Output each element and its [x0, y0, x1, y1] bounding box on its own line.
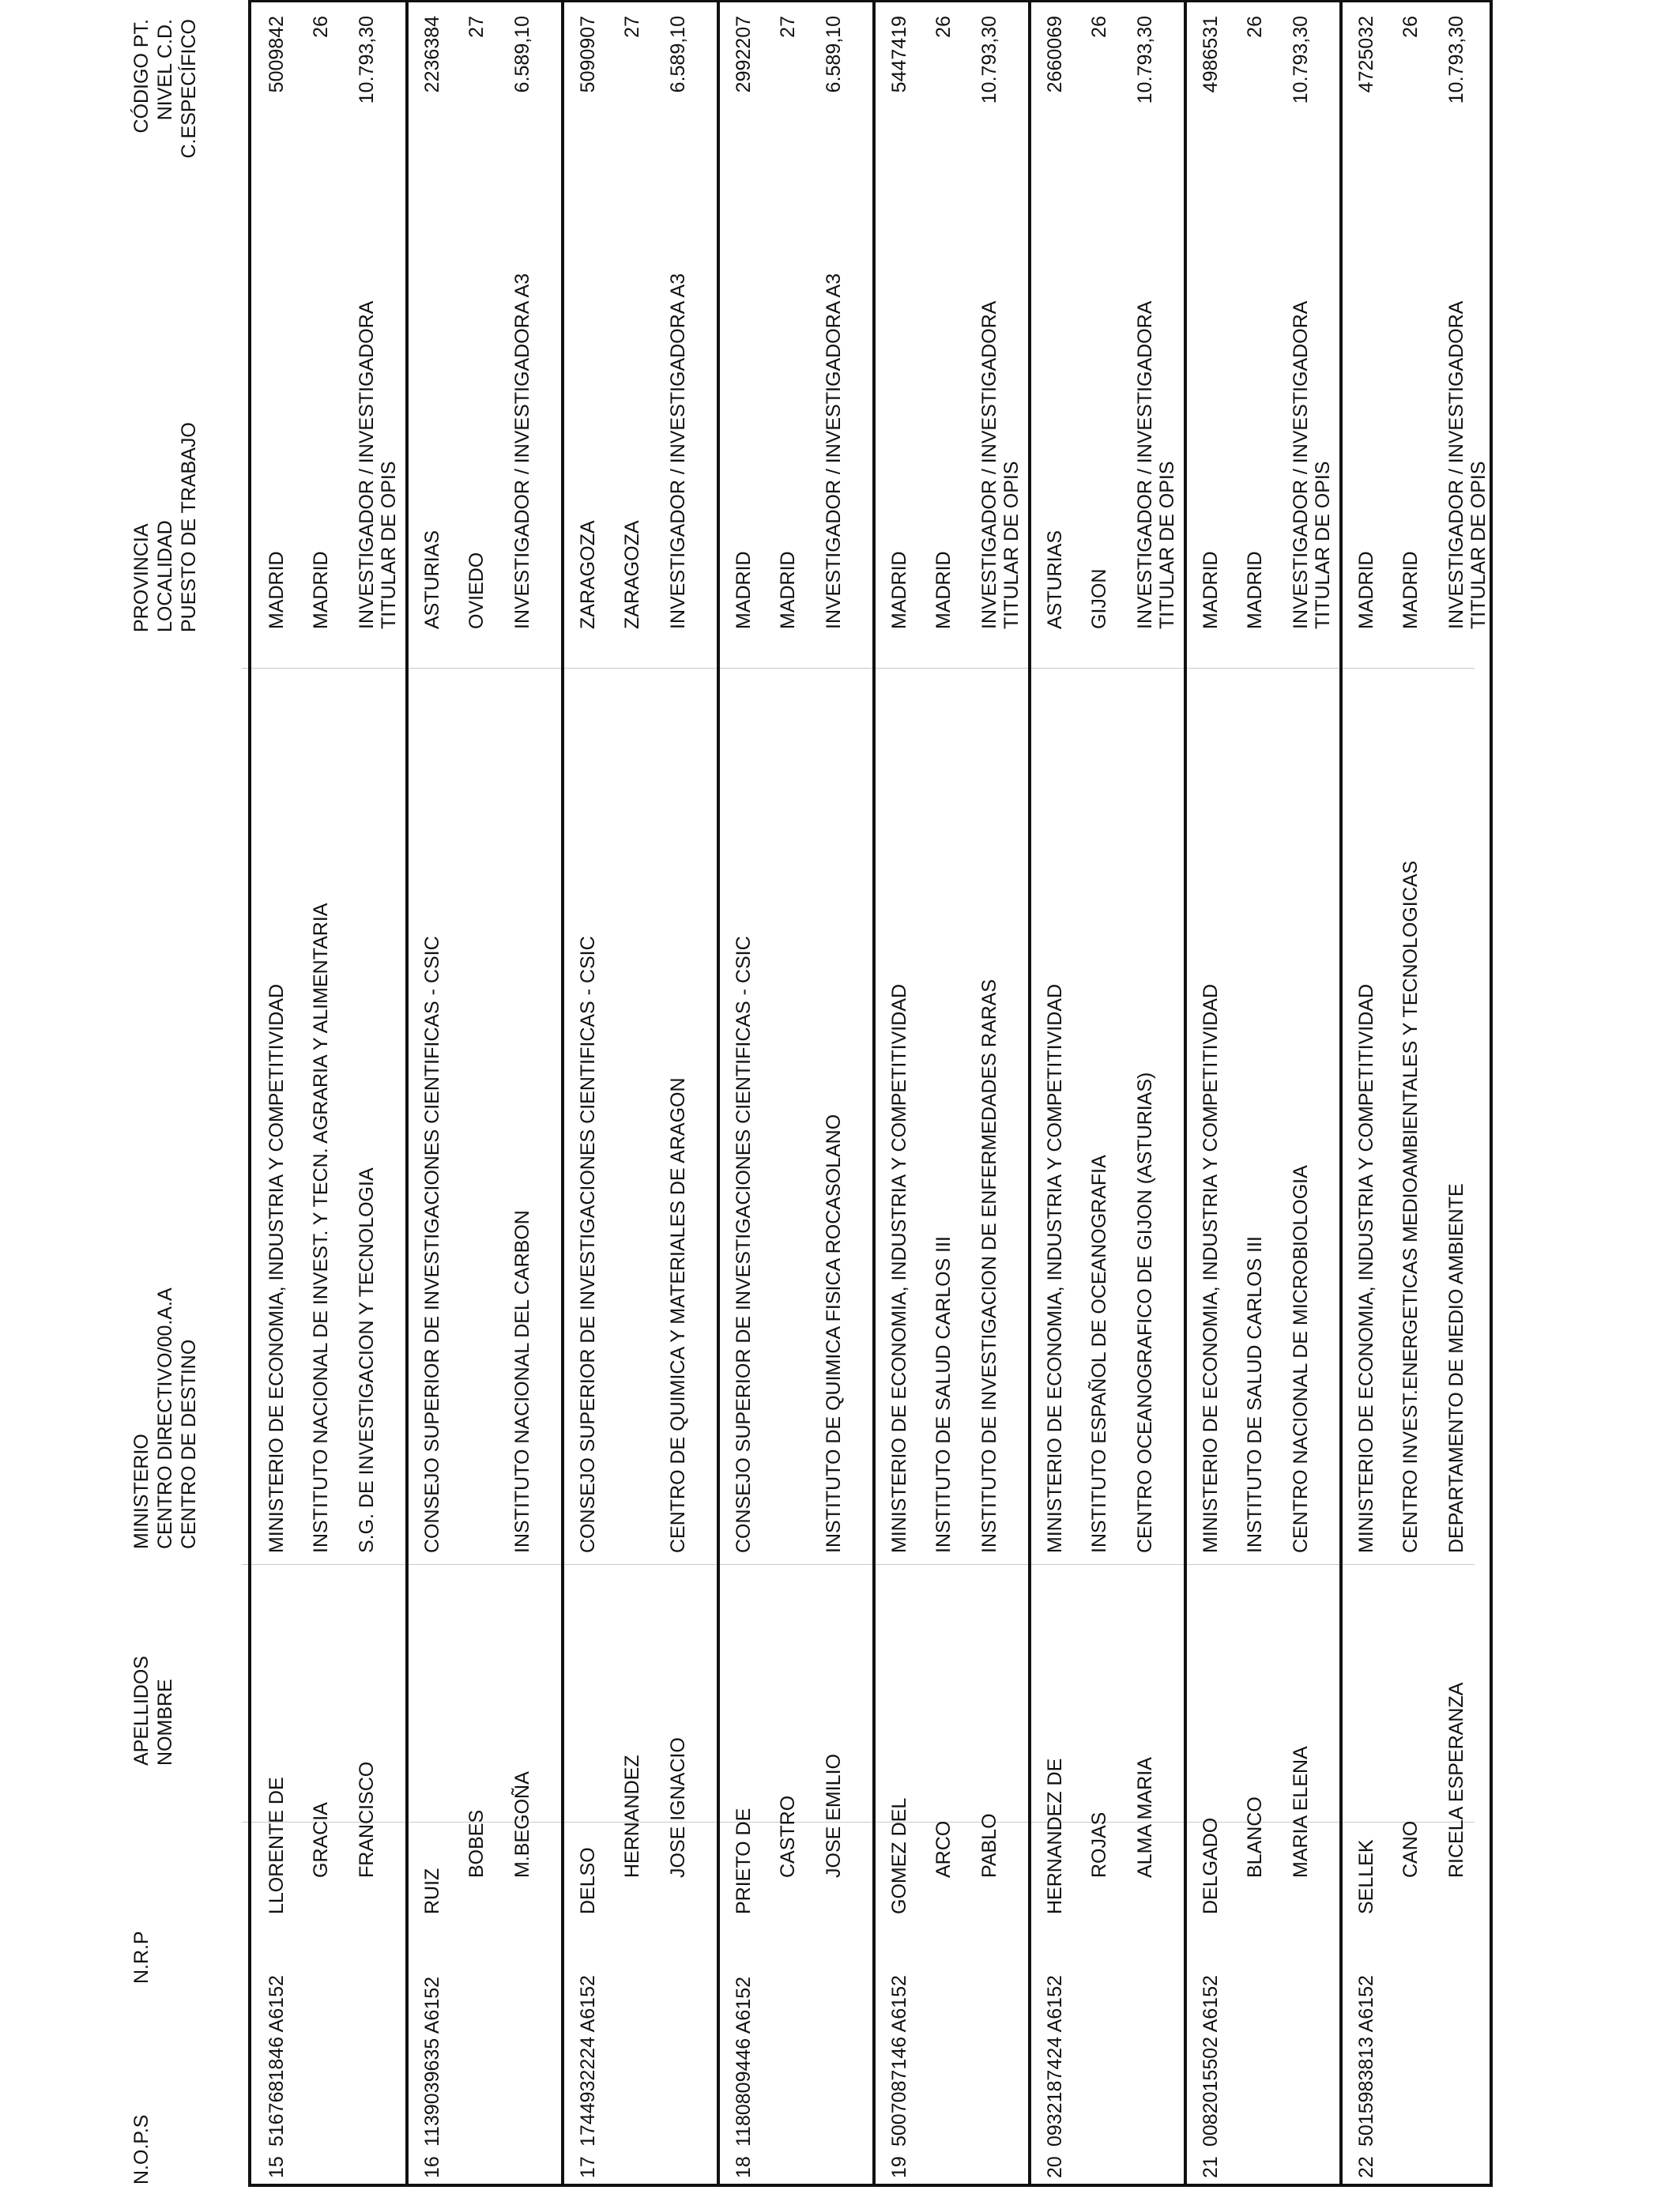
record-first-name: JOSE IGNACIO — [667, 1737, 689, 1878]
header-names: APELLIDOS NOMBRE — [130, 1656, 176, 1766]
record-ministry: CONSEJO SUPERIOR DE INVESTIGACIONES CIENTIFICAS - CSIC — [577, 936, 599, 1553]
record-surname-2: GRACIA — [310, 1802, 332, 1878]
record-surname-1: SELLEK — [1355, 1839, 1377, 1914]
record-level: 26 — [1244, 16, 1266, 38]
record-destination-center: CENTRO OCEANOGRAFICO DE GIJON (ASTURIAS) — [1134, 1072, 1156, 1553]
row-separator — [405, 2, 409, 2184]
record-job-title: INVESTIGADOR / INVESTIGADORA TITULAR DE OPIS — [978, 302, 1023, 629]
record-number: 17 — [577, 2156, 599, 2178]
record-specific-supplement: 6.589,10 — [823, 16, 845, 93]
row-separator — [1339, 2, 1343, 2184]
record-locality: MADRID — [777, 551, 799, 629]
record-destination-center: CENTRO NACIONAL DE MICROBIOLOGIA — [1290, 1165, 1312, 1553]
record-first-name: PABLO — [978, 1813, 1000, 1878]
table-row — [566, 2, 727, 2184]
record-nrp: 5015983813 A6152 — [1355, 1975, 1377, 2147]
record-level: 27 — [621, 16, 643, 38]
record-surname-2: ARCO — [932, 1820, 955, 1878]
record-surname-2: ROJAS — [1088, 1811, 1110, 1878]
record-job-title: INVESTIGADOR / INVESTIGADORA A3 — [511, 273, 533, 629]
records-table — [248, 0, 1493, 2187]
record-directive-center: INSTITUTO ESPAÑOL DE OCEANOGRAFIA — [1088, 1155, 1110, 1553]
record-level: 27 — [465, 16, 488, 38]
record-post-code: 2236384 — [421, 16, 443, 93]
record-post-code: 2992207 — [733, 16, 755, 93]
record-job-title: INVESTIGADOR / INVESTIGADORA TITULAR DE OPIS — [1134, 302, 1178, 629]
record-surname-2: HERNANDEZ — [621, 1755, 643, 1878]
record-surname-2: CANO — [1399, 1820, 1422, 1878]
record-directive-center: INSTITUTO NACIONAL DE INVEST. Y TECN. AGRARIA Y ALIMENTARIA — [310, 903, 332, 1553]
record-specific-supplement: 6.589,10 — [667, 16, 689, 93]
record-locality: GIJON — [1088, 568, 1110, 629]
record-surname-2: BLANCO — [1244, 1796, 1266, 1878]
record-first-name: ALMA MARIA — [1134, 1757, 1156, 1878]
record-post-code: 5090907 — [577, 16, 599, 93]
record-locality: ZARAGOZA — [621, 520, 643, 629]
record-number: 15 — [266, 2156, 288, 2178]
header-location: PROVINCIA LOCALIDAD PUESTO DE TRABAJO — [130, 422, 200, 632]
record-number: 18 — [733, 2156, 755, 2178]
record-post-code: 5447419 — [888, 16, 910, 93]
record-ministry: MINISTERIO DE ECONOMIA, INDUSTRIA Y COMPETITIVIDAD — [1200, 984, 1222, 1553]
record-destination-center: S.G. DE INVESTIGACION Y TECNOLOGIA — [356, 1167, 378, 1553]
record-first-name: RICELA ESPERANZA — [1445, 1682, 1467, 1878]
record-nrp: 5007087146 A6152 — [888, 1975, 910, 2147]
record-job-title: INVESTIGADOR / INVESTIGADORA A3 — [823, 273, 845, 629]
record-locality: MADRID — [932, 551, 955, 629]
table-row — [877, 2, 1038, 2184]
record-first-name: MARIA ELENA — [1290, 1746, 1312, 1878]
record-first-name: M.BEGOÑA — [511, 1771, 533, 1878]
record-locality: MADRID — [1244, 551, 1266, 629]
row-separator — [1184, 2, 1187, 2184]
record-post-code: 5009842 — [266, 16, 288, 93]
record-post-code: 4986531 — [1200, 16, 1222, 93]
record-locality: MADRID — [310, 551, 332, 629]
record-surname-1: HERNANDEZ DE — [1044, 1758, 1066, 1914]
record-nrp: 1139039635 A6152 — [421, 1976, 443, 2147]
record-surname-2: BOBES — [465, 1809, 488, 1878]
record-nrp: 0082015502 A6152 — [1200, 1975, 1222, 2147]
record-number: 16 — [421, 2156, 443, 2178]
record-specific-supplement: 10.793,30 — [1290, 16, 1312, 104]
record-surname-1: DELGADO — [1200, 1817, 1222, 1914]
header-centers: MINISTERIO CENTRO DIRECTIVO/00.A.A CENTRO DE DESTINO — [130, 1287, 200, 1549]
record-surname-1: PRIETO DE — [733, 1808, 755, 1914]
record-number: 21 — [1200, 2156, 1222, 2178]
row-separator — [561, 2, 564, 2184]
table-row — [1344, 2, 1505, 2184]
record-nrp: 5167681846 A6152 — [266, 1975, 288, 2147]
record-directive-center: INSTITUTO DE SALUD CARLOS III — [1244, 1235, 1266, 1553]
row-separator — [1028, 2, 1031, 2184]
record-ministry: MINISTERIO DE ECONOMIA, INDUSTRIA Y COMPETITIVIDAD — [1044, 984, 1066, 1553]
record-specific-supplement: 6.589,10 — [511, 16, 533, 93]
record-directive-center: CENTRO INVEST.ENERGETICAS MEDIOAMBIENTALES Y TECNOLOGICAS — [1399, 860, 1422, 1553]
record-specific-supplement: 10.793,30 — [1445, 16, 1467, 104]
record-ministry: MINISTERIO DE ECONOMIA, INDUSTRIA Y COMPETITIVIDAD — [1355, 984, 1377, 1553]
record-number: 19 — [888, 2156, 910, 2178]
record-specific-supplement: 10.793,30 — [1134, 16, 1156, 104]
record-destination-center: INSTITUTO DE QUIMICA FISICA ROCASOLANO — [823, 1114, 845, 1553]
record-province: ASTURIAS — [1044, 530, 1066, 629]
record-province: MADRID — [266, 551, 288, 629]
record-post-code: 2660069 — [1044, 16, 1066, 93]
record-level: 26 — [1088, 16, 1110, 38]
record-province: MADRID — [1200, 551, 1222, 629]
record-locality: MADRID — [1399, 551, 1422, 629]
record-nrp: 1744932224 A6152 — [577, 1975, 599, 2147]
record-level: 26 — [310, 16, 332, 38]
record-locality: OVIEDO — [465, 552, 488, 629]
table-row — [254, 2, 416, 2184]
record-nrp: 0932187424 A6152 — [1044, 1975, 1066, 2147]
record-destination-center: INSTITUTO DE INVESTIGACION DE ENFERMEDADES RARAS — [978, 978, 1000, 1553]
record-province: MADRID — [1355, 551, 1377, 629]
record-ministry: CONSEJO SUPERIOR DE INVESTIGACIONES CIENTIFICAS - CSIC — [733, 936, 755, 1553]
record-level: 26 — [1399, 16, 1422, 38]
row-separator — [717, 2, 720, 2184]
record-directive-center: INSTITUTO DE SALUD CARLOS III — [932, 1235, 955, 1553]
record-first-name: FRANCISCO — [356, 1761, 378, 1878]
header-nrp: N.R.P — [130, 1931, 153, 1984]
record-surname-2: CASTRO — [777, 1795, 799, 1878]
record-job-title: INVESTIGADOR / INVESTIGADORA TITULAR DE OPIS — [356, 302, 400, 629]
header-nops: N.O.P.S — [130, 2114, 153, 2185]
record-surname-1: LLORENTE DE — [266, 1777, 288, 1914]
record-specific-supplement: 10.793,30 — [356, 16, 378, 104]
record-job-title: INVESTIGADOR / INVESTIGADORA TITULAR DE OPIS — [1445, 302, 1490, 629]
record-province: MADRID — [733, 551, 755, 629]
record-destination-center: DEPARTAMENTO DE MEDIO AMBIENTE — [1445, 1183, 1467, 1553]
record-ministry: CONSEJO SUPERIOR DE INVESTIGACIONES CIENTIFICAS - CSIC — [421, 936, 443, 1553]
record-ministry: MINISTERIO DE ECONOMIA, INDUSTRIA Y COMPETITIVIDAD — [888, 984, 910, 1553]
record-post-code: 4725032 — [1355, 16, 1377, 93]
record-surname-1: GOMEZ DEL — [888, 1797, 910, 1914]
record-number: 22 — [1355, 2156, 1377, 2178]
row-separator — [872, 2, 876, 2184]
record-level: 27 — [777, 16, 799, 38]
record-specific-supplement: 10.793,30 — [978, 16, 1000, 104]
header-codes: CÓDIGO PT. NIVEL C.D. C.ESPECÍFICO — [130, 19, 200, 159]
record-nrp: 1180809446 A6152 — [733, 1976, 755, 2147]
record-destination-center: CENTRO DE QUIMICA Y MATERIALES DE ARAGON — [667, 1077, 689, 1553]
record-destination-center: INSTITUTO NACIONAL DEL CARBON — [511, 1210, 533, 1553]
record-level: 26 — [932, 16, 955, 38]
record-job-title: INVESTIGADOR / INVESTIGADORA TITULAR DE OPIS — [1290, 302, 1334, 629]
record-surname-1: DELSO — [577, 1847, 599, 1914]
record-ministry: MINISTERIO DE ECONOMIA, INDUSTRIA Y COMPETITIVIDAD — [266, 984, 288, 1553]
record-province: ASTURIAS — [421, 530, 443, 629]
record-job-title: INVESTIGADOR / INVESTIGADORA A3 — [667, 273, 689, 629]
record-province: MADRID — [888, 551, 910, 629]
record-number: 20 — [1044, 2156, 1066, 2178]
record-province: ZARAGOZA — [577, 520, 599, 629]
table-row — [1188, 2, 1350, 2184]
record-surname-1: RUIZ — [421, 1868, 443, 1914]
table-row — [721, 2, 883, 2184]
table-row — [410, 2, 571, 2184]
table-row — [1033, 2, 1194, 2184]
record-first-name: JOSE EMILIO — [823, 1754, 845, 1878]
